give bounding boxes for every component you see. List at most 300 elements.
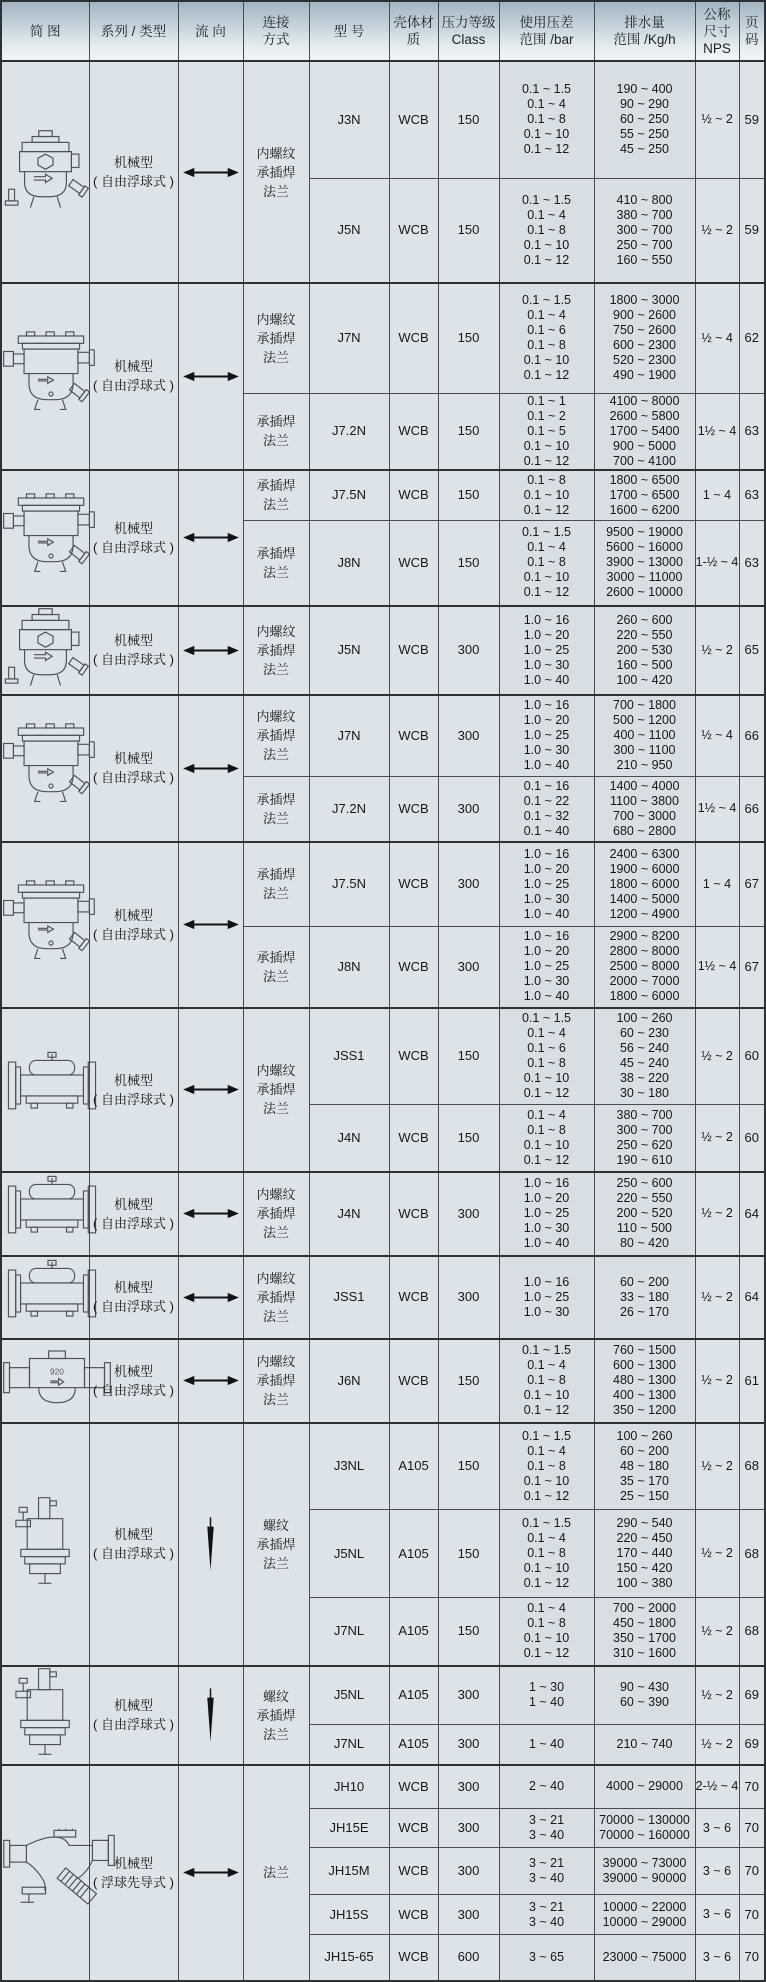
capacity-line: 45 ~ 240 bbox=[619, 1056, 669, 1071]
pressure-range-cell bbox=[499, 1765, 594, 1809]
connection-cell bbox=[243, 927, 309, 1008]
material-cell: WCB bbox=[389, 1848, 438, 1895]
page-cell: 63 bbox=[739, 393, 765, 470]
connection-line: 法兰 bbox=[262, 564, 289, 580]
class-cell: 300 bbox=[438, 1256, 499, 1339]
page-cell: 68 bbox=[739, 1510, 765, 1598]
series-line: 机械型 bbox=[113, 155, 153, 170]
series-line: 机械型 bbox=[113, 1698, 153, 1713]
pressure-line: 0.1 ~ 1.5 bbox=[522, 192, 571, 207]
pressure-line: 1.0 ~ 25 bbox=[523, 959, 570, 974]
model-cell: J3N bbox=[309, 61, 389, 178]
nps-cell: 1 ~ 4 bbox=[695, 470, 739, 521]
trap-free-float-flanged-icon bbox=[2, 1049, 102, 1130]
series-cell bbox=[89, 470, 178, 606]
material-cell: WCB bbox=[389, 1105, 438, 1172]
class-cell: 150 bbox=[438, 1339, 499, 1423]
capacity-line: 70000 ~ 130000 bbox=[599, 1813, 690, 1827]
capacity-line: 60 ~ 200 bbox=[619, 1274, 669, 1289]
series-cell bbox=[89, 1666, 178, 1765]
connection-line: 内螺纹 bbox=[256, 145, 296, 161]
pressure-line: 0.1 ~ 12 bbox=[523, 1646, 570, 1661]
series-line: ( 自由浮球式 ) bbox=[93, 174, 174, 189]
pressure-line: 1.0 ~ 16 bbox=[523, 846, 570, 861]
series-line: ( 自由浮球式 ) bbox=[93, 652, 174, 667]
capacity-line: 100 ~ 260 bbox=[616, 1428, 673, 1443]
pressure-range-cell bbox=[499, 1725, 594, 1765]
nps-cell: ½ ~ 2 bbox=[695, 1008, 739, 1105]
class-cell: 300 bbox=[438, 777, 499, 842]
capacity-range-cell bbox=[594, 521, 695, 606]
pressure-line: 0.1 ~ 8 bbox=[527, 1616, 566, 1631]
capacity-line: 60 ~ 390 bbox=[619, 1695, 669, 1710]
header-line: 排水量 bbox=[624, 15, 665, 30]
page-cell: 70 bbox=[739, 1935, 765, 1981]
capacity-line: 480 ~ 1300 bbox=[613, 1373, 676, 1387]
class-cell: 150 bbox=[438, 1598, 499, 1666]
pressure-line: 1.0 ~ 25 bbox=[523, 876, 570, 891]
nps-cell: 3 ~ 6 bbox=[695, 1935, 739, 1981]
capacity-range-cell bbox=[594, 777, 695, 842]
pressure-line: 3 ~ 21 bbox=[528, 1813, 565, 1827]
connection-line: 承插焊 bbox=[256, 949, 296, 965]
trap-free-float-small-icon bbox=[2, 607, 94, 694]
capacity-line: 2800 ~ 8000 bbox=[609, 944, 680, 959]
material-cell: WCB bbox=[389, 842, 438, 927]
header-line: 质 bbox=[406, 32, 421, 47]
down-arrow-icon bbox=[205, 1517, 216, 1571]
page-cell: 59 bbox=[739, 61, 765, 178]
header-line: 壳体材 bbox=[393, 15, 434, 30]
table-row bbox=[1, 1666, 765, 1725]
page-cell: 70 bbox=[739, 1809, 765, 1848]
series-line: ( 自由浮球式 ) bbox=[93, 1382, 174, 1398]
pressure-line: 0.1 ~ 4 bbox=[527, 1358, 566, 1372]
model-cell: J7.2N bbox=[309, 393, 389, 470]
trap-free-float-vertical-icon bbox=[3, 1667, 87, 1764]
pressure-line: 0.1 ~ 4 bbox=[527, 1443, 566, 1458]
pressure-line: 2 ~ 40 bbox=[528, 1779, 565, 1794]
connection-line: 内螺纹 bbox=[256, 1063, 296, 1078]
capacity-line: 60 ~ 230 bbox=[619, 1026, 669, 1041]
flow-cell bbox=[178, 606, 243, 695]
column-header-9 bbox=[695, 1, 739, 61]
bidirectional-arrow-icon bbox=[183, 918, 239, 931]
material-cell: WCB bbox=[389, 1339, 438, 1423]
header-line: 尺寸 bbox=[703, 23, 731, 39]
connection-cell bbox=[243, 470, 309, 521]
class-cell: 150 bbox=[438, 1105, 499, 1172]
material-cell: WCB bbox=[389, 470, 438, 521]
column-header-2 bbox=[178, 1, 243, 61]
nps-cell: ½ ~ 4 bbox=[695, 695, 739, 777]
pressure-line: 0.1 ~ 12 bbox=[523, 368, 570, 383]
pressure-line: 0.1 ~ 12 bbox=[523, 1488, 570, 1503]
capacity-line: 520 ~ 2300 bbox=[613, 353, 676, 368]
model-cell: J7N bbox=[309, 283, 389, 393]
nps-cell: 2-½ ~ 4 bbox=[695, 1765, 739, 1809]
diagram-cell bbox=[1, 1172, 89, 1256]
connection-line: 承插焊 bbox=[256, 1082, 296, 1097]
pressure-line: 0.1 ~ 8 bbox=[527, 1458, 566, 1473]
capacity-range-cell bbox=[594, 1935, 695, 1981]
capacity-line: 4100 ~ 8000 bbox=[609, 393, 680, 408]
flow-cell bbox=[178, 1339, 243, 1423]
header-line: 使用压差 bbox=[519, 15, 574, 30]
table-row bbox=[1, 1256, 765, 1339]
page-cell: 68 bbox=[739, 1598, 765, 1666]
capacity-range-cell bbox=[594, 1598, 695, 1666]
capacity-line: 2600 ~ 10000 bbox=[606, 585, 683, 600]
connection-line: 内螺纹 bbox=[256, 311, 296, 327]
table-row bbox=[1, 1008, 765, 1105]
pressure-line: 0.1 ~ 4 bbox=[527, 1601, 566, 1616]
column-header-5 bbox=[389, 1, 438, 61]
nps-cell: ½ ~ 2 bbox=[695, 1105, 739, 1172]
pressure-line: 0.1 ~ 10 bbox=[523, 1137, 570, 1152]
table-row bbox=[1, 470, 765, 521]
connection-line: 螺纹 bbox=[262, 1688, 289, 1704]
series-line: ( 自由浮球式 ) bbox=[93, 1717, 174, 1732]
table-row bbox=[1, 1765, 765, 1809]
flow-cell bbox=[178, 1256, 243, 1339]
connection-line: 螺纹 bbox=[262, 1517, 289, 1533]
capacity-line: 490 ~ 1900 bbox=[613, 368, 676, 383]
page-cell: 64 bbox=[739, 1256, 765, 1339]
header-row bbox=[1, 1, 765, 61]
pressure-line: 3 ~ 65 bbox=[528, 1949, 565, 1964]
connection-cell bbox=[243, 1423, 309, 1666]
column-header-6 bbox=[438, 1, 499, 61]
capacity-line: 300 ~ 700 bbox=[616, 222, 673, 237]
series-line: 机械型 bbox=[113, 633, 153, 648]
bidirectional-arrow-icon bbox=[183, 370, 239, 383]
model-cell: JH15S bbox=[309, 1895, 389, 1935]
pressure-line: 0.1 ~ 1.5 bbox=[522, 82, 571, 97]
series-cell bbox=[89, 1765, 178, 1981]
material-cell: WCB bbox=[389, 695, 438, 777]
pressure-line: 0.1 ~ 8 bbox=[527, 472, 566, 487]
class-cell: 150 bbox=[438, 61, 499, 178]
pressure-line: 1.0 ~ 20 bbox=[523, 861, 570, 876]
diagram-cell bbox=[1, 1256, 89, 1339]
pressure-line: 0.1 ~ 8 bbox=[527, 112, 566, 127]
header-line: 流 向 bbox=[195, 23, 226, 39]
capacity-line: 55 ~ 250 bbox=[619, 127, 669, 142]
capacity-line: 39000 ~ 73000 bbox=[602, 1856, 687, 1870]
capacity-line: 190 ~ 610 bbox=[616, 1152, 673, 1167]
pressure-line: 1.0 ~ 16 bbox=[523, 612, 570, 627]
pressure-line: 0.1 ~ 8 bbox=[527, 1056, 566, 1071]
pressure-range-cell bbox=[499, 61, 594, 178]
capacity-line: 110 ~ 500 bbox=[616, 1221, 673, 1235]
series-line: 机械型 bbox=[113, 1196, 153, 1212]
table-row bbox=[1, 606, 765, 695]
capacity-range-cell bbox=[594, 695, 695, 777]
capacity-line: 150 ~ 420 bbox=[616, 1561, 673, 1575]
capacity-line: 680 ~ 2800 bbox=[613, 823, 676, 838]
capacity-line: 4000 ~ 29000 bbox=[606, 1779, 683, 1794]
connection-cell bbox=[243, 842, 309, 927]
diagram-cell bbox=[1, 1666, 89, 1765]
capacity-line: 290 ~ 540 bbox=[616, 1516, 673, 1530]
page-cell: 66 bbox=[739, 695, 765, 777]
capacity-line: 700 ~ 2000 bbox=[613, 1601, 676, 1616]
pressure-line: 3 ~ 40 bbox=[528, 1871, 565, 1885]
flow-cell bbox=[178, 470, 243, 606]
class-cell: 300 bbox=[438, 1848, 499, 1895]
connection-line: 承插焊 bbox=[256, 1373, 296, 1388]
pressure-line: 0.1 ~ 12 bbox=[523, 1152, 570, 1167]
pressure-line: 0.1 ~ 4 bbox=[527, 1531, 566, 1545]
pressure-range-cell bbox=[499, 695, 594, 777]
pressure-line: 0.1 ~ 32 bbox=[523, 808, 570, 823]
capacity-line: 9500 ~ 19000 bbox=[606, 525, 683, 540]
bidirectional-arrow-icon bbox=[183, 1866, 239, 1879]
flow-cell bbox=[178, 283, 243, 470]
connection-line: 内螺纹 bbox=[256, 623, 296, 639]
series-line: 机械型 bbox=[113, 520, 153, 536]
pressure-line: 0.1 ~ 16 bbox=[523, 778, 570, 793]
flow-cell bbox=[178, 61, 243, 283]
capacity-range-cell bbox=[594, 61, 695, 178]
capacity-line: 30 ~ 180 bbox=[619, 1086, 669, 1101]
connection-line: 承插焊 bbox=[256, 642, 296, 658]
header-line: 型 号 bbox=[333, 23, 365, 39]
pressure-range-cell bbox=[499, 1895, 594, 1935]
connection-line: 承插焊 bbox=[256, 1707, 296, 1723]
capacity-range-cell bbox=[594, 1105, 695, 1172]
page-cell: 67 bbox=[739, 927, 765, 1008]
pressure-line: 0.1 ~ 1.5 bbox=[522, 293, 571, 308]
pressure-line: 1.0 ~ 16 bbox=[523, 698, 570, 713]
column-header-4 bbox=[309, 1, 389, 61]
capacity-range-cell bbox=[594, 1256, 695, 1339]
capacity-line: 39000 ~ 90000 bbox=[602, 1871, 687, 1885]
capacity-line: 10000 ~ 29000 bbox=[602, 1914, 687, 1929]
nps-cell: ½ ~ 2 bbox=[695, 1423, 739, 1510]
connection-line: 法兰 bbox=[262, 1865, 289, 1880]
diagram-cell bbox=[1, 1765, 89, 1981]
nps-cell: ½ ~ 2 bbox=[695, 61, 739, 178]
model-cell: J7.2N bbox=[309, 777, 389, 842]
nps-cell: ½ ~ 2 bbox=[695, 1666, 739, 1725]
pressure-line: 1.0 ~ 30 bbox=[523, 1221, 570, 1235]
pressure-range-cell bbox=[499, 1008, 594, 1105]
trap-free-float-flanged-icon bbox=[2, 1257, 102, 1338]
pressure-line: 1.0 ~ 20 bbox=[523, 713, 570, 728]
diagram-cell bbox=[1, 1423, 89, 1666]
header-line: 压力等级 bbox=[441, 15, 496, 30]
pressure-range-cell bbox=[499, 1339, 594, 1423]
bidirectional-arrow-icon bbox=[183, 1083, 239, 1096]
diagram-cell bbox=[1, 1339, 89, 1423]
class-cell: 150 bbox=[438, 470, 499, 521]
pressure-line: 0.1 ~ 4 bbox=[527, 207, 566, 222]
page-cell: 70 bbox=[739, 1895, 765, 1935]
pressure-line: 0.1 ~ 12 bbox=[523, 1576, 570, 1590]
capacity-line: 56 ~ 240 bbox=[619, 1041, 669, 1056]
pressure-line: 0.1 ~ 8 bbox=[527, 1122, 566, 1137]
capacity-range-cell bbox=[594, 1008, 695, 1105]
series-line: 机械型 bbox=[113, 1855, 153, 1871]
capacity-line: 100 ~ 260 bbox=[616, 1011, 673, 1026]
capacity-line: 260 ~ 600 bbox=[616, 612, 673, 627]
capacity-line: 23000 ~ 75000 bbox=[602, 1949, 687, 1964]
capacity-line: 600 ~ 2300 bbox=[613, 338, 676, 353]
pressure-range-cell bbox=[499, 470, 594, 521]
header-line: 范围 /Kg/h bbox=[613, 32, 676, 47]
pressure-line: 3 ~ 21 bbox=[528, 1856, 565, 1870]
capacity-line: 750 ~ 2600 bbox=[613, 323, 676, 338]
capacity-line: 45 ~ 250 bbox=[619, 142, 669, 157]
table-row bbox=[1, 283, 765, 393]
pressure-line: 1.0 ~ 40 bbox=[523, 1236, 570, 1250]
series-cell bbox=[89, 1172, 178, 1256]
connection-cell bbox=[243, 1765, 309, 1981]
connection-line: 承插焊 bbox=[256, 414, 296, 429]
page-cell: 64 bbox=[739, 1172, 765, 1256]
page-cell: 65 bbox=[739, 606, 765, 695]
model-cell: J5N bbox=[309, 606, 389, 695]
series-line: ( 自由浮球式 ) bbox=[93, 770, 174, 785]
capacity-line: 100 ~ 380 bbox=[616, 1576, 673, 1590]
pressure-range-cell bbox=[499, 1105, 594, 1172]
pressure-line: 0.1 ~ 12 bbox=[523, 453, 570, 468]
capacity-line: 1400 ~ 4000 bbox=[609, 778, 680, 793]
nps-cell: 3 ~ 6 bbox=[695, 1809, 739, 1848]
capacity-line: 1800 ~ 3000 bbox=[609, 293, 680, 308]
series-cell bbox=[89, 1423, 178, 1666]
page-cell: 61 bbox=[739, 1339, 765, 1423]
diagram-cell bbox=[1, 61, 89, 283]
capacity-line: 250 ~ 700 bbox=[616, 237, 673, 252]
pressure-line: 1.0 ~ 16 bbox=[523, 1274, 570, 1289]
flow-cell bbox=[178, 842, 243, 1008]
pressure-line: 0.1 ~ 6 bbox=[527, 1041, 566, 1056]
header-line: 范围 /bar bbox=[519, 32, 574, 47]
page-cell: 68 bbox=[739, 1423, 765, 1510]
class-cell: 150 bbox=[438, 178, 499, 283]
model-cell: J5NL bbox=[309, 1666, 389, 1725]
pressure-range-cell bbox=[499, 1510, 594, 1598]
series-cell bbox=[89, 606, 178, 695]
pressure-line: 0.1 ~ 10 bbox=[523, 127, 570, 142]
model-cell: JH15M bbox=[309, 1848, 389, 1895]
capacity-line: 160 ~ 550 bbox=[616, 252, 673, 267]
material-cell: WCB bbox=[389, 283, 438, 393]
capacity-line: 70000 ~ 160000 bbox=[599, 1828, 690, 1842]
capacity-line: 170 ~ 440 bbox=[616, 1546, 673, 1560]
capacity-range-cell bbox=[594, 1666, 695, 1725]
capacity-range-cell bbox=[594, 1339, 695, 1423]
pressure-line: 0.1 ~ 4 bbox=[527, 97, 566, 112]
connection-line: 法兰 bbox=[262, 433, 289, 448]
connection-cell bbox=[243, 1339, 309, 1423]
material-cell: WCB bbox=[389, 1765, 438, 1809]
model-cell: JH15-65 bbox=[309, 1935, 389, 1981]
capacity-line: 250 ~ 620 bbox=[616, 1137, 673, 1152]
nps-cell: 1-½ ~ 4 bbox=[695, 521, 739, 606]
pressure-line: 0.1 ~ 10 bbox=[523, 353, 570, 368]
model-cell: J4N bbox=[309, 1172, 389, 1256]
capacity-line: 250 ~ 600 bbox=[616, 1176, 673, 1190]
capacity-line: 410 ~ 800 bbox=[616, 192, 673, 207]
page-cell: 60 bbox=[739, 1105, 765, 1172]
class-cell: 300 bbox=[438, 695, 499, 777]
model-cell: J7NL bbox=[309, 1725, 389, 1765]
capacity-line: 200 ~ 530 bbox=[616, 642, 673, 657]
model-cell: J7N bbox=[309, 695, 389, 777]
capacity-range-cell bbox=[594, 1172, 695, 1256]
connection-cell bbox=[243, 606, 309, 695]
pressure-line: 0.1 ~ 8 bbox=[527, 1373, 566, 1387]
capacity-range-cell bbox=[594, 842, 695, 927]
capacity-line: 1800 ~ 6500 bbox=[609, 472, 680, 487]
model-cell: JH10 bbox=[309, 1765, 389, 1809]
trap-free-float-flanged-icon bbox=[2, 1173, 102, 1254]
pressure-line: 0.1 ~ 12 bbox=[523, 142, 570, 157]
pressure-line: 0.1 ~ 10 bbox=[523, 570, 570, 585]
model-cell: JSS1 bbox=[309, 1008, 389, 1105]
capacity-line: 38 ~ 220 bbox=[619, 1071, 669, 1086]
series-line: ( 自由浮球式 ) bbox=[93, 926, 174, 942]
series-line: ( 自由浮球式 ) bbox=[93, 1091, 174, 1107]
table-row bbox=[1, 842, 765, 927]
flow-cell bbox=[178, 1666, 243, 1765]
material-cell: A105 bbox=[389, 1423, 438, 1510]
model-cell: J5N bbox=[309, 178, 389, 283]
material-cell: WCB bbox=[389, 1809, 438, 1848]
capacity-line: 500 ~ 1200 bbox=[613, 713, 676, 728]
nps-cell: ½ ~ 2 bbox=[695, 1339, 739, 1423]
connection-line: 承插焊 bbox=[256, 1289, 296, 1305]
capacity-range-cell bbox=[594, 1895, 695, 1935]
capacity-line: 210 ~ 950 bbox=[616, 758, 673, 773]
pressure-line: 1.0 ~ 20 bbox=[523, 1191, 570, 1205]
pressure-line: 0.1 ~ 1 bbox=[527, 393, 566, 408]
table-header bbox=[1, 1, 765, 61]
nps-cell: 1½ ~ 4 bbox=[695, 393, 739, 470]
connection-line: 内螺纹 bbox=[256, 1354, 296, 1369]
pressure-line: 0.1 ~ 10 bbox=[523, 1631, 570, 1646]
nps-cell: ½ ~ 2 bbox=[695, 1725, 739, 1765]
series-line: 机械型 bbox=[113, 1280, 153, 1295]
pressure-line: 1.0 ~ 25 bbox=[523, 1206, 570, 1220]
bidirectional-arrow-icon bbox=[183, 531, 239, 544]
capacity-range-cell bbox=[594, 1510, 695, 1598]
nps-cell: 3 ~ 6 bbox=[695, 1848, 739, 1895]
connection-line: 承插焊 bbox=[256, 867, 296, 883]
page-cell: 59 bbox=[739, 178, 765, 283]
pressure-line: 0.1 ~ 5 bbox=[527, 423, 566, 438]
capacity-line: 100 ~ 420 bbox=[616, 672, 673, 687]
capacity-line: 60 ~ 250 bbox=[619, 112, 669, 127]
series-cell bbox=[89, 283, 178, 470]
pressure-line: 0.1 ~ 40 bbox=[523, 823, 570, 838]
pressure-line: 1.0 ~ 20 bbox=[523, 627, 570, 642]
pressure-line: 0.1 ~ 1.5 bbox=[522, 525, 571, 540]
header-line: 连接 bbox=[262, 15, 290, 30]
table-row bbox=[1, 1172, 765, 1256]
nps-cell: ½ ~ 2 bbox=[695, 1172, 739, 1256]
pressure-line: 0.1 ~ 6 bbox=[527, 323, 566, 338]
series-line: 机械型 bbox=[113, 751, 153, 766]
model-cell: J7.5N bbox=[309, 470, 389, 521]
connection-line: 承插焊 bbox=[256, 1206, 296, 1221]
class-cell: 300 bbox=[438, 1895, 499, 1935]
trap-free-float-vertical-icon bbox=[3, 1496, 87, 1593]
